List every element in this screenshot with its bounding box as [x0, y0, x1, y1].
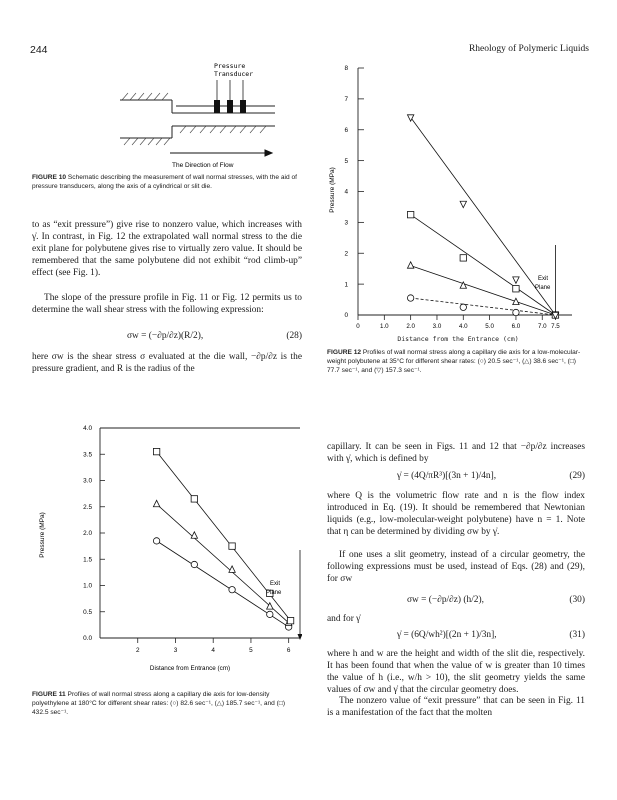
fig12-series-line-3 — [411, 117, 556, 315]
fig10-die-bottom-hatch — [124, 126, 266, 145]
equation-31-body: γ̇ = (6Q/wh²)[(2n + 1)/3n], — [397, 630, 497, 640]
fig12-xtick-label: 7.0 — [537, 323, 547, 330]
fig11-point-circle — [267, 611, 273, 617]
fig11-point-triangle — [191, 532, 197, 538]
fig10-die-top-wall — [120, 100, 275, 113]
fig11-point-triangle — [153, 500, 159, 506]
right-para-1: capillary. It can be seen in Figs. 11 and 12 that −∂p/∂z increases with γ̇, which is defined by — [327, 442, 585, 465]
fig10-flow-arrow — [170, 150, 272, 156]
fig12-point-triangle — [513, 298, 519, 304]
fig12-point-circle — [460, 304, 466, 310]
fig12-ytick-label: 1 — [344, 281, 348, 289]
fig11-ytick-label: 2.5 — [83, 503, 92, 511]
fig10-caption-text: Schematic describing the measurement of wall normal stresses, with the aid of pressure transducers, along the axis of a cylindrical or slit die. — [32, 174, 297, 191]
fig12-chart — [322, 60, 584, 335]
equation-28-number: (28) — [286, 331, 302, 341]
fig11-chart — [30, 420, 302, 682]
fig11-lines — [157, 452, 291, 627]
fig12-plane-word: Plane — [535, 285, 551, 291]
fig11-caption — [32, 690, 302, 718]
equation-30 — [327, 595, 585, 609]
fig12-caption — [327, 348, 585, 376]
fig10-caption-label: FIGURE 10 — [32, 174, 67, 181]
fig10-die-top-hatch — [122, 93, 168, 100]
fig12-point-triangle-down — [513, 277, 519, 283]
right-para-3: If one uses a slit geometry, instead of a circular geometry, the following expressions must be used, instead of Eqs. (28) and (29), for σw — [327, 550, 585, 585]
fig11-ytick-label: 0.5 — [83, 608, 92, 616]
fig12-xtick-label: 2.0 — [406, 323, 415, 330]
fig11-exit-word: Exit — [270, 581, 281, 587]
fig10-die-bottom-wall — [120, 126, 275, 138]
fig11-xlabel: Distance from Entrance (cm) — [149, 665, 231, 672]
fig12-xtick-label: 6.0 — [511, 323, 521, 330]
fig11-xtick-label: 3 — [173, 647, 178, 654]
fig12-point-square — [407, 211, 413, 217]
equation-30-body: σw = (−∂p/∂z) (h/2), — [407, 595, 484, 605]
fig11-ylabel: Pressure (MPa) — [39, 512, 46, 558]
fig12-point-square — [513, 286, 519, 292]
left-para-1: to as “exit pressure”) give rise to nonzero value, which increases with γ̇. In contrast, in Fig. 12 the extrapolated wall normal stress to the die exit plane for polybutene gives rise to virtually zero value. It should be remembered that the same polybutene did not exhibit “rod climb-up” effect (see Fig. 1). — [32, 220, 302, 279]
fig11-exit-plane — [266, 581, 282, 596]
fig11-point-circle — [191, 561, 197, 567]
right-para-4: where h and w are the height and width of the slit die, respectively. It has been found that when the value of w is greater than 10 times the value of h (i.e., w/h > 10), the slit geometry yields the same values of σw and γ̇ that the circular geometry does. — [327, 649, 585, 696]
fig12-ylabel: Pressure (MPa) — [329, 167, 336, 213]
fig12-lines — [411, 117, 556, 315]
fig12-series-line-0 — [411, 298, 556, 315]
fig11-point-circle — [153, 538, 159, 544]
transducer-3 — [240, 100, 246, 113]
fig12-ytick-label: 6 — [344, 126, 348, 134]
equation-31 — [327, 630, 585, 644]
fig12-ytick-label: 2 — [344, 250, 348, 258]
fig10-label-pressure: Pressure — [214, 62, 246, 70]
fig11-ytick-label: 1.0 — [83, 582, 92, 590]
fig11-point-triangle — [229, 566, 235, 572]
equation-31-number: (31) — [569, 630, 585, 640]
equation-30-number: (30) — [569, 595, 585, 605]
fig12-ytick-label: 0 — [344, 312, 348, 320]
fig12-xtick-label: 4.0 — [458, 323, 468, 330]
fig11-point-square — [191, 496, 197, 502]
fig10-schematic — [110, 60, 280, 170]
right-para-5: The nonzero value of “exit pressure” that can be seen in Fig. 11 is a manifestation of the fact that the molten — [327, 696, 585, 719]
left-para-2: The slope of the pressure profile in Fig. 11 or Fig. 12 permits us to determine the wall shear stress with the following expression: — [32, 293, 302, 316]
fig11-markers — [153, 448, 293, 630]
fig12-xtick-label: 5.0 — [485, 323, 494, 330]
fig12-exit-word: Exit — [538, 276, 549, 282]
fig12-caption-text: Profiles of wall normal stress along a capillary die axis for a low-molecular-weight polybutene at 35°C for different shear rates: (○) 20.5 sec⁻¹, (△) 38.6 sec⁻¹, (□) 77.7 sec⁻¹, and (▽) 157.3 sec⁻¹. — [327, 349, 581, 375]
fig12-ytick-label: 7 — [344, 96, 348, 104]
fig11-xtick-label: 4 — [211, 647, 215, 654]
running-title: Rheology of Polymeric Liquids — [468, 44, 589, 54]
fig12-point-square — [460, 255, 466, 261]
fig11-exit-arrow — [298, 634, 303, 640]
fig11-caption-text: Profiles of wall normal stress along a capillary die axis for low-density polyethylene at 180°C for different shear rates: (○) 82.6 sec⁻¹, (△) 185.7 sec⁻¹, and (□) 432.5 sec⁻¹. — [32, 691, 286, 717]
fig10-transducer-lines — [217, 80, 243, 100]
fig11-ytick-label: 4.0 — [83, 425, 92, 433]
fig12-ytick-label: 3 — [344, 219, 348, 227]
fig12-exit-plane — [535, 276, 551, 291]
fig12-ytick-label: 4 — [344, 188, 348, 196]
fig11-ytick-label: 1.5 — [83, 556, 92, 564]
fig12-xtick-label: 0 — [356, 323, 360, 330]
equation-28-body: σw = (−∂p/∂z)(R/2), — [127, 331, 204, 341]
fig11-ticks — [83, 425, 302, 654]
equation-29 — [327, 471, 585, 485]
fig11-xtick-label: 6 — [286, 647, 291, 654]
fig12-point-circle — [407, 295, 413, 301]
fig10-flow-label: The Direction of Flow — [172, 162, 234, 169]
fig12-point-triangle-down — [460, 201, 466, 207]
fig12-xlabel: Distance from the Entrance (cm) — [397, 335, 519, 343]
fig12-ytick-label: 5 — [344, 157, 348, 165]
equation-29-number: (29) — [569, 471, 585, 481]
fig12-ytick-label: 8 — [344, 65, 348, 73]
fig10-transducers — [214, 100, 246, 113]
fig11-caption-label: FIGURE 11 — [32, 691, 66, 698]
fig11-point-circle — [229, 587, 235, 593]
transducer-2 — [227, 100, 233, 113]
fig12-point-triangle — [407, 262, 413, 268]
fig12-xtick-label: 7.5 — [551, 323, 560, 330]
right-para-2: where Q is the volumetric flow rate and n is the flow index introduced in Eq. (19). It should be remembered that Newtonian liquids (e.g., low-molecular-weight polybutene) have n = 1. Note that η can be determined by dividing σw by γ̇. — [327, 491, 585, 538]
fig11-plane-word: Plane — [266, 590, 282, 596]
fig11-ytick-label: 3.0 — [83, 477, 92, 485]
fig12-series-line-2 — [411, 215, 556, 315]
right-and-for: and for γ̇ — [327, 614, 361, 624]
left-para-3: here σw is the shear stress σ evaluated at the die wall, −∂p/∂z is the pressure gradient, and R is the radius of the — [32, 352, 302, 375]
fig12-ticks — [344, 65, 560, 330]
fig11-point-square — [287, 617, 293, 623]
fig11-ytick-label: 0.0 — [83, 635, 92, 643]
fig11-ytick-label: 3.5 — [83, 451, 92, 459]
fig11-xtick-label: 5 — [249, 647, 253, 654]
fig11-xtick-label: 2 — [135, 647, 140, 654]
equation-29-body: γ̇ = (4Q/πR³)[(3n + 1)/4n], — [397, 471, 497, 481]
fig12-xtick-label: 3.0 — [432, 323, 442, 330]
fig12-point-circle — [513, 309, 519, 315]
fig10-label-transducer: Transducer — [214, 70, 254, 78]
fig12-caption-label: FIGURE 12 — [327, 349, 362, 356]
page-number: 244 — [30, 44, 48, 56]
fig11-point-square — [229, 543, 235, 549]
fig11-ytick-label: 2.0 — [83, 530, 92, 538]
transducer-1 — [214, 100, 220, 113]
fig12-series-line-1 — [411, 266, 556, 315]
fig12-xtick-label: 1.0 — [380, 323, 389, 330]
fig11-point-square — [153, 448, 159, 454]
fig10-caption — [32, 173, 300, 191]
